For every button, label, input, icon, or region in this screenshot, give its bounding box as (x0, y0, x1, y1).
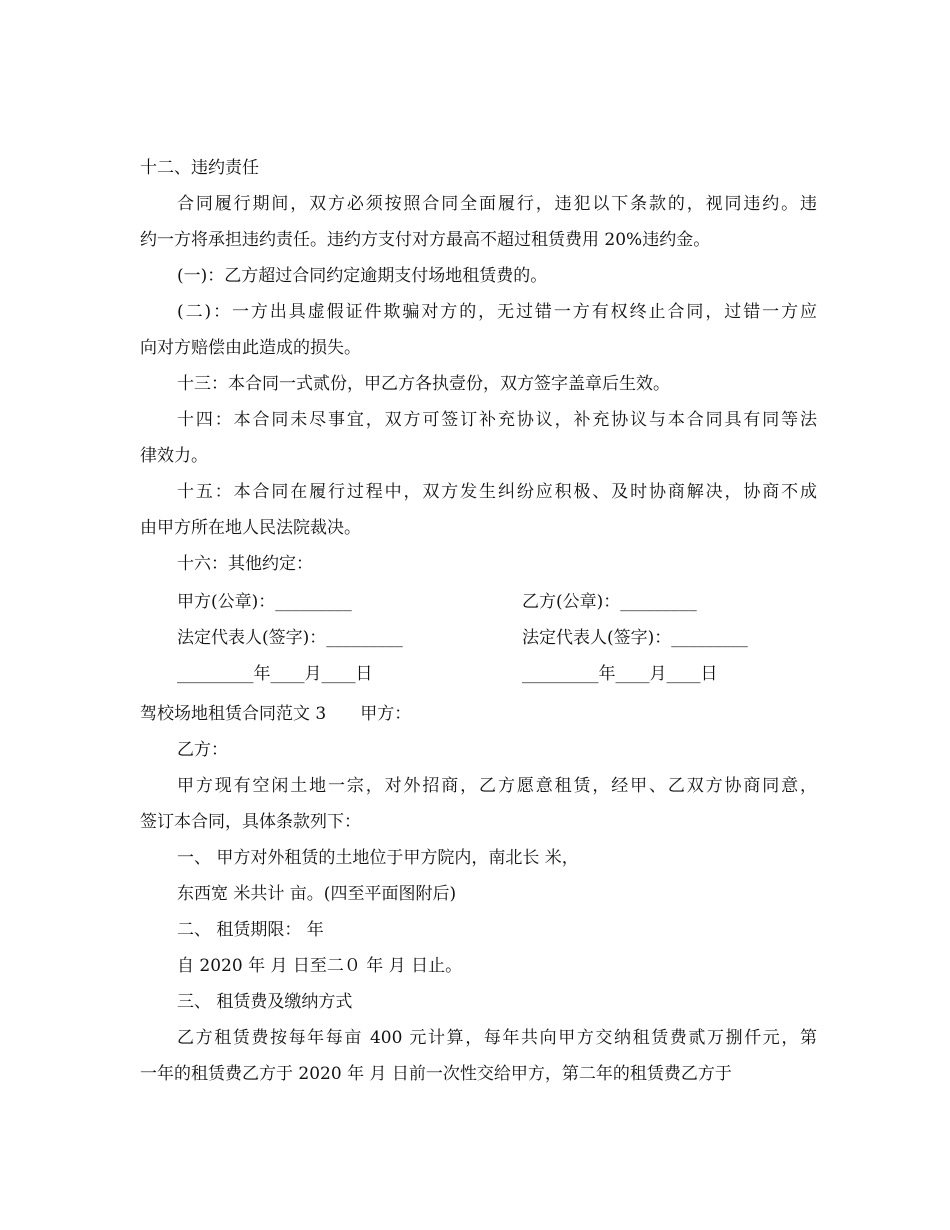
signature-date-a: _________年____月____日 (177, 664, 373, 684)
signature-rep-a: 法定代表人(签字)：_________ (177, 628, 403, 648)
signature-date-b: _________年____月____日 (522, 664, 718, 684)
paragraph-line: 一年的租赁费乙方于 2020 年 月 日前一次性交给甲方，第二年的租赁费乙方于 (140, 1064, 732, 1084)
clause-item-2: (二)：一方出具虚假证件欺骗对方的，无过错一方有权终止合同，过错一方应 (177, 302, 817, 322)
contract-3-title: 驾校场地租赁合同范文 3 甲方： (140, 704, 412, 724)
paragraph-line: 律效力。 (140, 446, 208, 466)
clause-15: 十五：本合同在履行过程中，双方发生纠纷应积极、及时协商解决，协商不成 (177, 482, 817, 502)
article-2-heading: 二、 租赁期限： 年 (177, 920, 324, 940)
paragraph-line: 约一方将承担违约责任。违约方支付对方最高不超过租赁费用 20%违约金。 (140, 230, 711, 250)
signature-party-a: 甲方(公章)：_________ (177, 592, 352, 612)
section-12-heading: 十二、违约责任 (140, 158, 259, 178)
article-1-line-2: 东西宽 米共计 亩。(四至平面图附后) (177, 884, 457, 904)
party-b-label: 乙方： (177, 740, 228, 760)
article-1: 一、 甲方对外租赁的土地位于甲方院内，南北长 米， (177, 848, 579, 868)
article-3-heading: 三、 租赁费及缴纳方式 (177, 992, 353, 1012)
article-2-line: 自 2020 年 月 日至二０ 年 月 日止。 (177, 956, 463, 976)
signature-party-b: 乙方(公章)：_________ (522, 592, 697, 612)
clause-13: 十三：本合同一式贰份，甲乙方各执壹份，双方签字盖章后生效。 (177, 374, 670, 394)
intro-paragraph: 甲方现有空闲土地一宗，对外招商，乙方愿意租赁，经甲、乙双方协商同意， (177, 776, 817, 796)
paragraph-line: 向对方赔偿由此造成的损失。 (140, 338, 361, 358)
clause-item-1: (一)：乙方超过合同约定逾期支付场地租赁费的。 (177, 266, 548, 286)
paragraph-line: 由甲方所在地人民法院裁决。 (140, 518, 361, 538)
signature-rep-b: 法定代表人(签字)：_________ (522, 628, 748, 648)
paragraph-line: 签订本合同，具体条款列下： (140, 812, 361, 832)
paragraph-line: 合同履行期间，双方必须按照合同全面履行，违犯以下条款的，视同违约。违 (177, 194, 817, 214)
article-3-paragraph: 乙方租赁费按每年每亩 400 元计算，每年共向甲方交纳租赁费贰万捌仟元，第 (177, 1028, 817, 1048)
clause-16: 十六：其他约定： (177, 554, 313, 574)
clause-14: 十四：本合同未尽事宜，双方可签订补充协议，补充协议与本合同具有同等法 (177, 410, 817, 430)
